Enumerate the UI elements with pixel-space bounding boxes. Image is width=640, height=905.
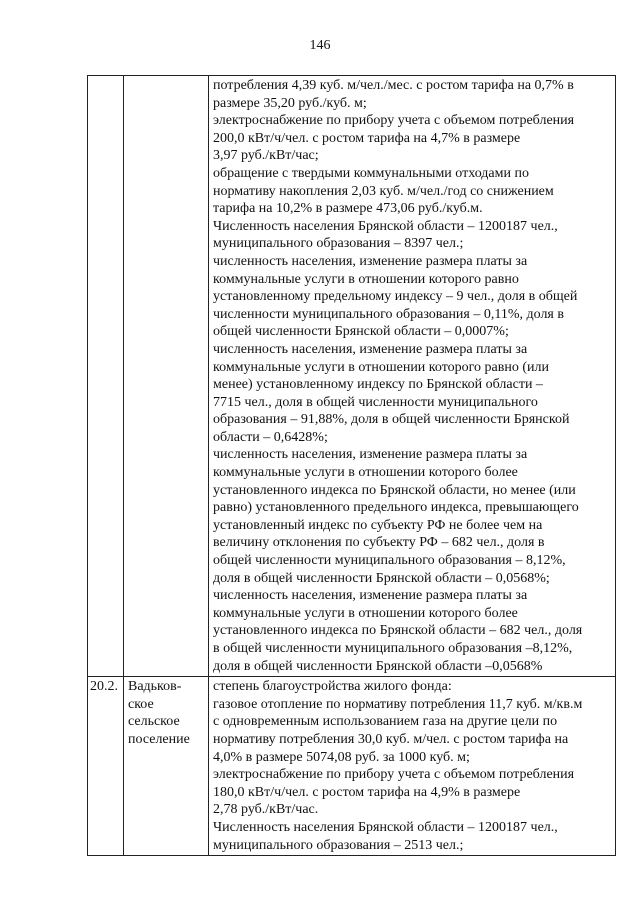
- text-line: численность населения, изменение размера платы за: [213, 447, 528, 463]
- text-line: степень благоустройства жилого фонда:: [213, 679, 452, 695]
- text-line: установленный индекс по субъекту РФ не более чем на: [213, 517, 543, 533]
- text-line: установленного индекса по Брянской области – 682 чел., доля: [213, 623, 583, 639]
- text-line: обращение с твердыми коммунальными отходами по: [213, 165, 529, 181]
- text-line: менее) установленному индексу по Брянской области –: [213, 377, 543, 393]
- text-line: коммунальные услуги в отношении которого равно: [213, 271, 519, 287]
- text-line: коммунальные услуги в отношении которого более: [213, 465, 518, 481]
- table-row-vadkovskoe: [88, 677, 616, 856]
- text-line: установленному предельному индексу – 9 чел., доля в общей: [213, 289, 578, 305]
- text-line: с одновременным использованием газа на другие цели по: [213, 714, 558, 730]
- text-line: электроснабжение по прибору учета с объемом потребления: [213, 113, 575, 129]
- text-line: электроснабжение по прибору учета с объемом потребления: [213, 767, 575, 783]
- text-line: размере 35,20 руб./куб. м;: [213, 95, 367, 111]
- text-line: образования – 91,88%, доля в общей численности Брянской: [213, 412, 570, 428]
- description-cell: [209, 76, 616, 677]
- table-row-continuation: [88, 76, 616, 677]
- settlement-name-cell: [124, 76, 209, 677]
- settlement-name-line: ское: [128, 696, 154, 712]
- text-line: газовое отопление по нормативу потребления 11,7 куб. м/кв.м: [213, 696, 583, 712]
- text-line: 180,0 кВт/ч/чел. с ростом тарифа на 4,9% в размере: [213, 784, 521, 800]
- description-cell: [209, 677, 616, 856]
- text-line: общей численности Брянской области – 0,0007%;: [213, 324, 509, 340]
- settlements-table: [87, 75, 616, 856]
- text-line: Численность населения Брянской области – 1200187 чел.,: [213, 819, 558, 835]
- text-line: равно) установленного предельного индекса, превышающего: [213, 500, 579, 516]
- text-line: муниципального образования – 8397 чел.;: [213, 236, 464, 252]
- text-line: нормативу потребления 30,0 куб. м/чел. с ростом тарифа на: [213, 731, 569, 747]
- text-line: 200,0 кВт/ч/чел. с ростом тарифа на 4,7% в размере: [213, 130, 521, 146]
- text-line: области – 0,6428%;: [213, 429, 328, 445]
- text-line: тарифа на 10,2% в размере 473,06 руб./куб.м.: [213, 201, 483, 217]
- text-line: 2,78 руб./кВт/час.: [213, 802, 319, 818]
- row-number-cell: [88, 76, 124, 677]
- text-line: доля в общей численности Брянской области – 0,0568%;: [213, 570, 550, 586]
- text-line: нормативу накопления 2,03 куб. м/чел./год со снижением: [213, 183, 554, 199]
- text-line: Численность населения Брянской области – 1200187 чел.,: [213, 218, 558, 234]
- text-line: численность населения, изменение размера платы за: [213, 588, 528, 604]
- text-line: доля в общей численности Брянской области –0,0568%: [213, 658, 543, 674]
- settlement-name-line: Вадьков-: [128, 679, 182, 695]
- text-line: численность населения, изменение размера платы за: [213, 341, 528, 357]
- text-line: муниципального образования – 2513 чел.;: [213, 837, 464, 853]
- row-number-cell: 20.2.: [88, 677, 124, 856]
- text-line: общей численности муниципального образования – 8,12%,: [213, 553, 566, 569]
- settlement-name-line: поселение: [128, 731, 190, 747]
- text-line: 3,97 руб./кВт/час;: [213, 148, 319, 164]
- settlement-name-cell: [124, 677, 209, 856]
- text-line: 7715 чел., доля в общей численности муниципального: [213, 394, 538, 410]
- settlement-name-line: сельское: [128, 714, 180, 730]
- text-line: численность населения, изменение размера платы за: [213, 253, 528, 269]
- text-line: установленного индекса по Брянской области, но менее (или: [213, 482, 576, 498]
- text-line: коммунальные услуги в отношении которого равно (или: [213, 359, 549, 375]
- text-line: в общей численности муниципального образования –8,12%,: [213, 641, 573, 656]
- text-line: 4,0% в размере 5074,08 руб. за 1000 куб. м;: [213, 749, 470, 765]
- page-number: 146: [309, 38, 331, 53]
- text-line: величину отклонения по субъекту РФ – 682 чел., доля в: [213, 535, 545, 551]
- text-line: численности муниципального образования – 0,11%, доля в: [213, 306, 564, 322]
- text-line: коммунальные услуги в отношении которого более: [213, 605, 518, 621]
- text-line: потребления 4,39 куб. м/чел./мес. с ростом тарифа на 0,7% в: [213, 78, 574, 93]
